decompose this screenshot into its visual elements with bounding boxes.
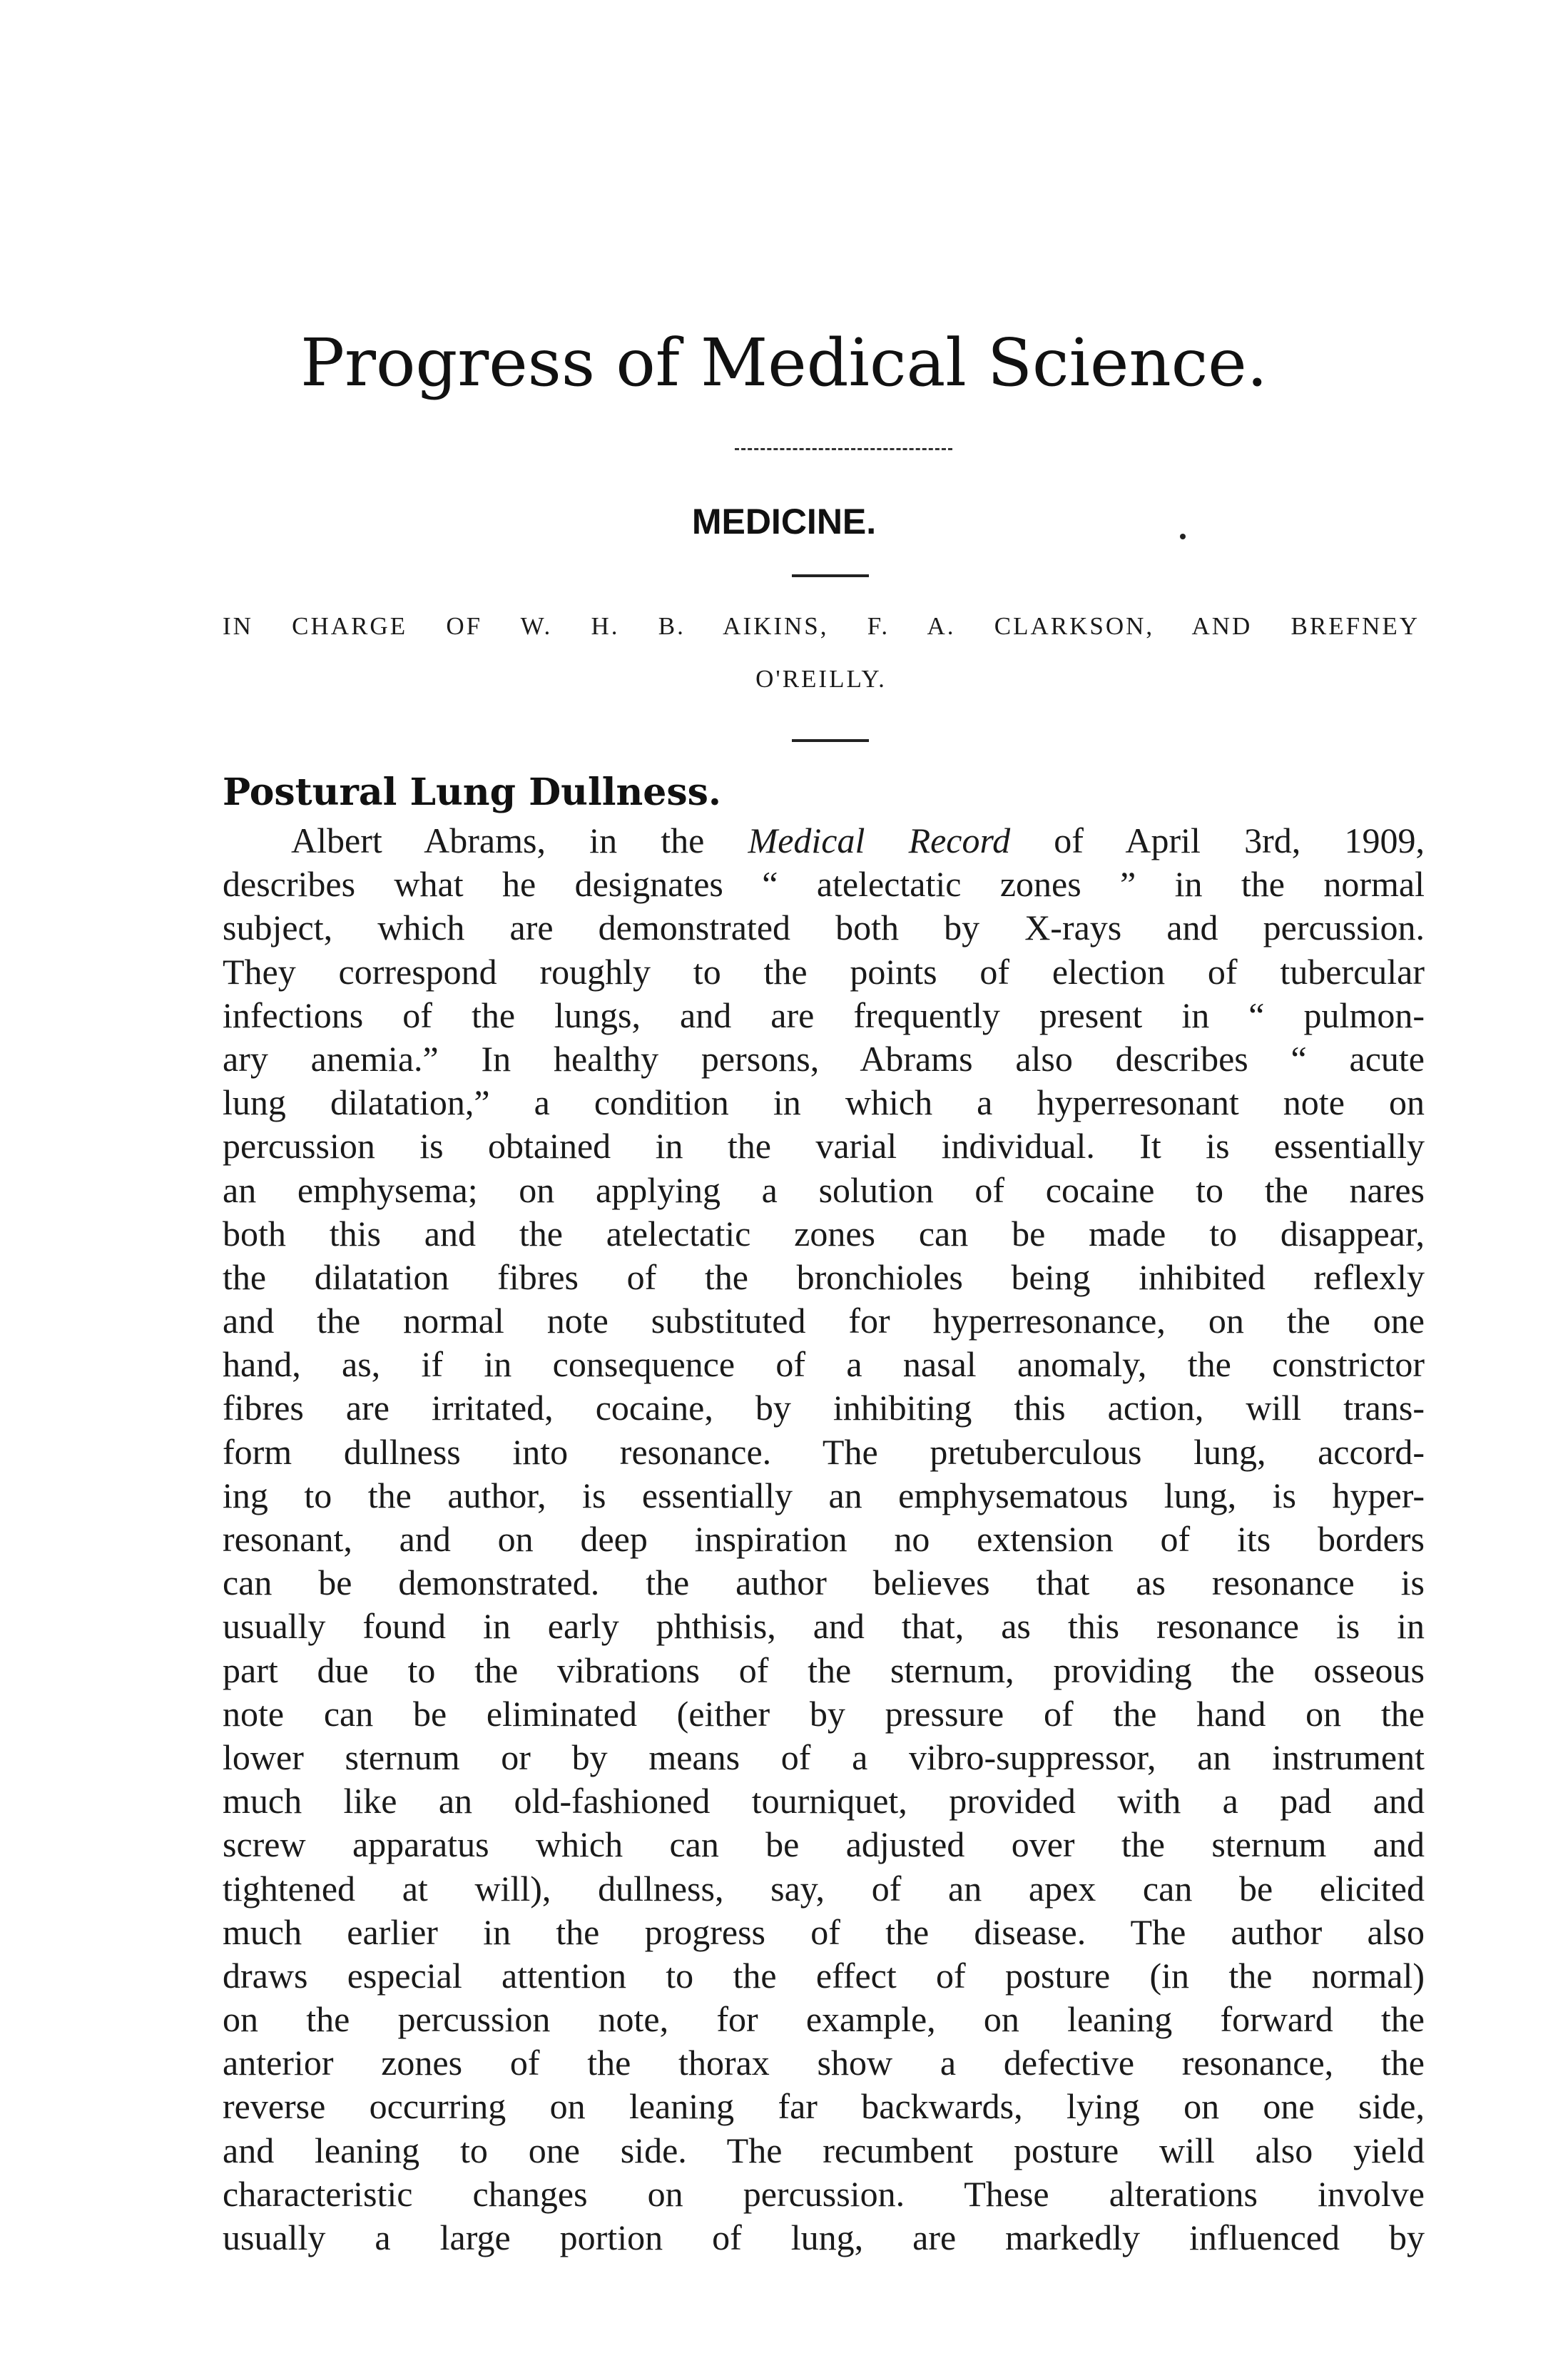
divider-rule-bottom xyxy=(792,739,869,742)
article-body-line: describes what he designates “ atelectatic zones ” in the normal xyxy=(223,864,1425,905)
article-body-line: draws especial attention to the effect of posture (in the normal) xyxy=(223,1955,1425,1996)
editors-credit-line-2: O'REILLY. xyxy=(755,665,887,693)
article-body-line: resonant, and on deep inspiration no extension of its borders xyxy=(223,1519,1425,1559)
stray-dot xyxy=(1180,534,1186,539)
article-body-line: form dullness into resonance. The pretuberculous lung, accord- xyxy=(223,1431,1425,1472)
article-body-line: on the percussion note, for example, on leaning forward the xyxy=(223,1999,1425,2040)
divider-rule-top xyxy=(792,574,869,577)
article-body-line: They correspond roughly to the points of election of tubercular xyxy=(223,951,1425,992)
section-heading: MEDICINE. xyxy=(691,502,877,542)
article-body-line: Albert Abrams, in the Medical Record of April 3rd, 1909, xyxy=(291,820,1425,860)
article-title: Postural Lung Dullness. xyxy=(223,771,722,814)
article-body-line: infections of the lungs, and are frequently present in “ pulmon- xyxy=(223,995,1425,1035)
article-body-line: note can be eliminated (either by pressure of the hand on the xyxy=(223,1693,1425,1734)
article-body-line: tightened at will), dullness, say, of an apex can be elicited xyxy=(223,1868,1425,1909)
article-body-line: much earlier in the progress of the disease. The author also xyxy=(223,1911,1425,1952)
article-body-line: an emphysema; on applying a solution of cocaine to the nares xyxy=(223,1169,1425,1210)
editors-credit-line-1: IN CHARGE OF W. H. B. AIKINS, F. A. CLARKSON, AND BREFNEY xyxy=(223,612,1420,640)
decorative-dashed-rule xyxy=(735,448,952,450)
article-body-line: the dilatation fibres of the bronchioles being inhibited reflexly xyxy=(223,1256,1425,1297)
article-body-line: can be demonstrated. the author believes that as resonance is xyxy=(223,1562,1425,1603)
article-body-line: ary anemia.” In healthy persons, Abrams also describes “ acute xyxy=(223,1038,1425,1079)
article-body-line: anterior zones of the thorax show a defective resonance, the xyxy=(223,2043,1425,2083)
article-body xyxy=(223,819,1425,2260)
editors-credit xyxy=(223,612,1420,693)
article-body-line: reverse occurring on leaning far backwards, lying on one side, xyxy=(223,2086,1425,2127)
page-title: Progress of Medical Science. xyxy=(300,325,1268,401)
article-body-line: part due to the vibrations of the sternum, providing the osseous xyxy=(223,1650,1425,1690)
article-body-line: and the normal note substituted for hyperresonance, on the one xyxy=(223,1301,1425,1341)
article-body-line: both this and the atelectatic zones can be made to disappear, xyxy=(223,1213,1425,1254)
article-body-line: percussion is obtained in the varial individual. It is essentially xyxy=(223,1126,1425,1167)
article-body-line: lung dilatation,” a condition in which a hyperresonant note on xyxy=(223,1082,1425,1123)
article-body-line: much like an old-fashioned tourniquet, provided with a pad and xyxy=(223,1781,1425,1821)
article-body-line: ing to the author, is essentially an emphysematous lung, is hyper- xyxy=(223,1475,1425,1515)
article-body-line: hand, as, if in consequence of a nasal anomaly, the constrictor xyxy=(223,1344,1425,1385)
article-body-line: lower sternum or by means of a vibro-suppressor, an instrument xyxy=(223,1737,1425,1777)
article-body-line: usually found in early phthisis, and that, as this resonance is in xyxy=(223,1606,1425,1647)
article-body-line: and leaning to one side. The recumbent posture will also yield xyxy=(223,2130,1425,2170)
article-body-line: screw apparatus which can be adjusted over the sternum and xyxy=(223,1824,1425,1865)
article-body-line: characteristic changes on percussion. These alterations involve xyxy=(223,2173,1425,2214)
article-body-line: usually a large portion of lung, are markedly influenced by xyxy=(223,2217,1425,2257)
article-body-line: subject, which are demonstrated both by X-rays and percussion. xyxy=(223,908,1425,948)
article-body-line: fibres are irritated, cocaine, by inhibiting this action, will trans- xyxy=(223,1388,1425,1428)
